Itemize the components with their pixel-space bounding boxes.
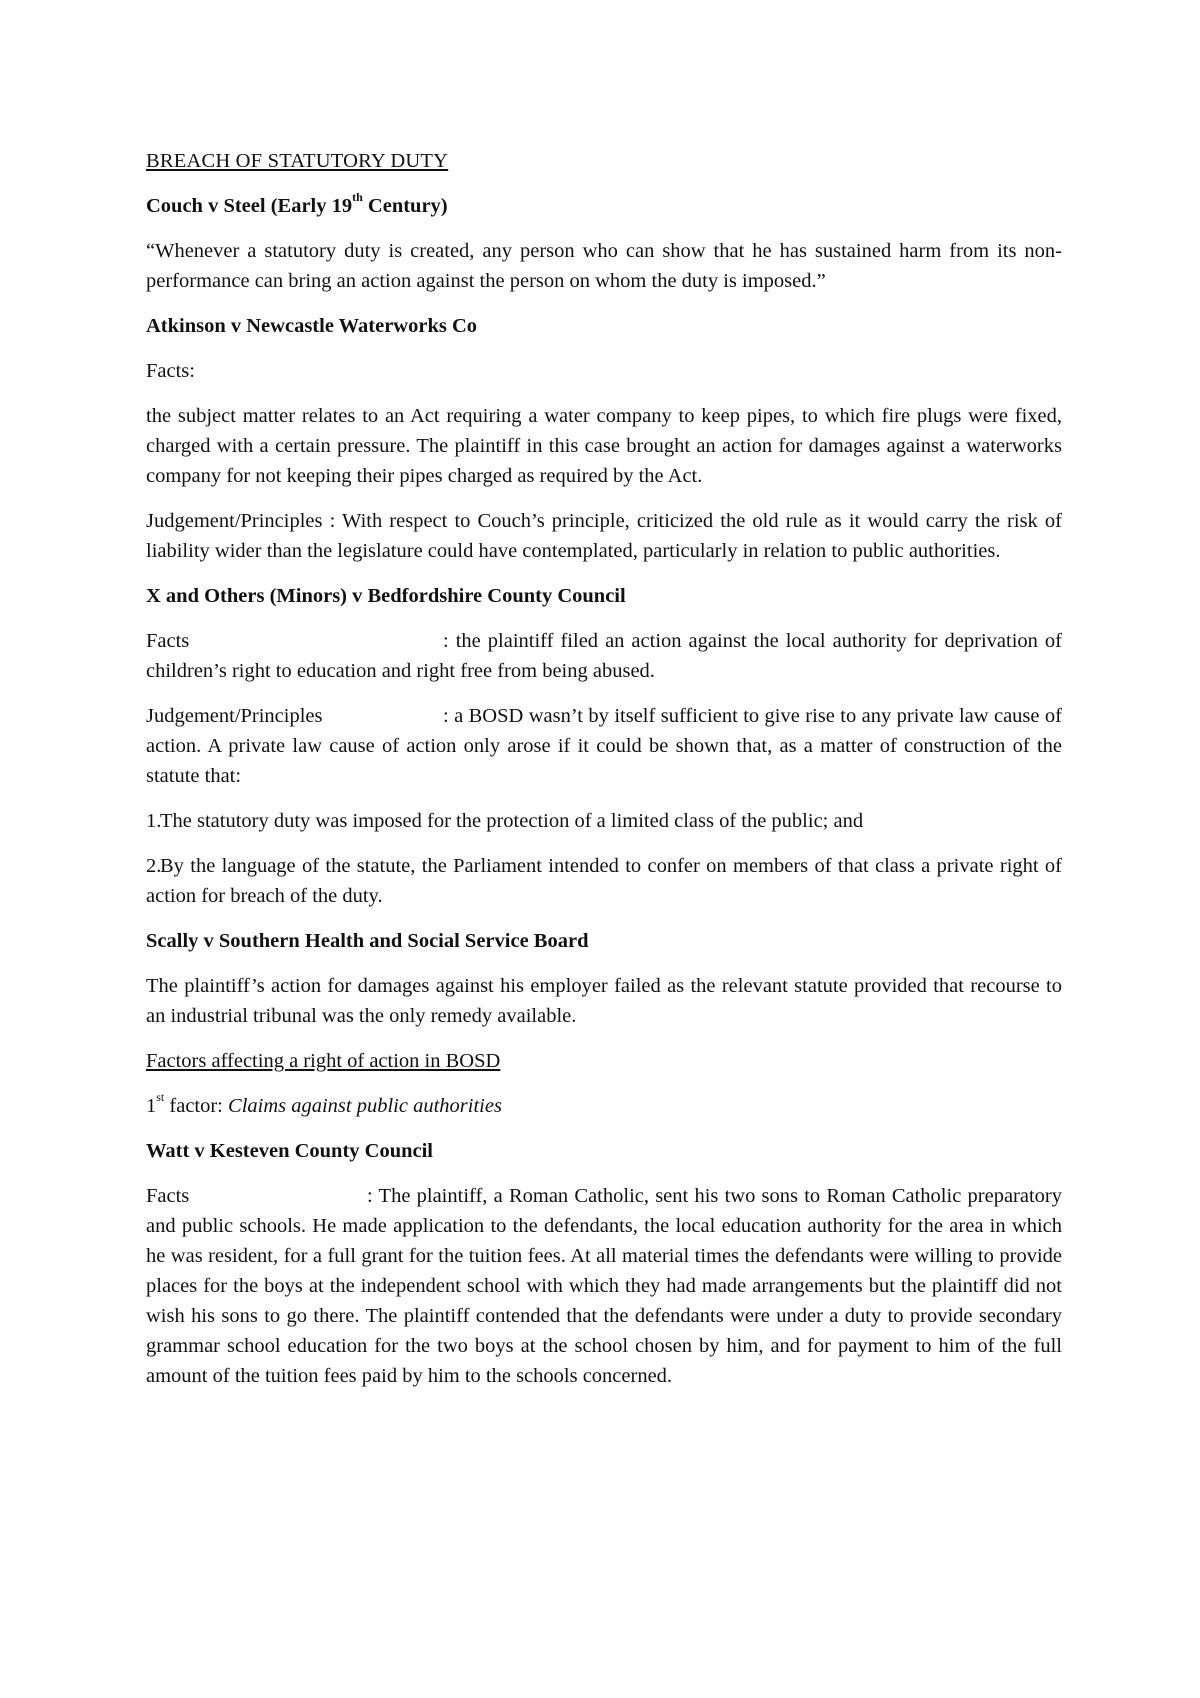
case-heading-watt: Watt v Kesteven County Council bbox=[146, 1140, 433, 1162]
list-item bbox=[146, 806, 1062, 836]
judgement-label: Judgement/Principles bbox=[146, 705, 323, 727]
list-text: The statutory duty was imposed for the protection of a limited class of the public; and bbox=[160, 810, 864, 832]
case-heading-scally: Scally v Southern Health and Social Service Board bbox=[146, 930, 589, 952]
x-others-facts bbox=[146, 626, 1062, 686]
list-number: 1. bbox=[146, 810, 162, 832]
facts-label: Facts bbox=[146, 630, 190, 652]
couch-quote: “Whenever a statutory duty is created, any person who can show that he has sustained harm from its non-performance can bring an action against the person on whom the duty is imposed.” bbox=[146, 240, 1062, 292]
superscript: th bbox=[352, 190, 363, 205]
heading-text: Couch v Steel (Early 19 bbox=[146, 195, 353, 217]
scally-text: The plaintiff’s action for damages against his employer failed as the relevant statute provided that recourse to an industrial tribunal was the only remedy available. bbox=[146, 975, 1062, 1027]
superscript: st bbox=[156, 1090, 165, 1105]
factors-heading: Factors affecting a right of action in BOSD bbox=[146, 1050, 501, 1072]
heading-text: Century) bbox=[362, 195, 448, 217]
list-number: 2. bbox=[146, 855, 162, 877]
atkinson-judgement: Judgement/Principles : With respect to Couch’s principle, criticized the old rule as it would carry the risk of liability wider than the legislature could have contemplated, particularly in relation to public authorities. bbox=[146, 510, 1062, 562]
judgement-text: : a BOSD wasn’t by itself sufficient to give rise to any private law cause of action. A private law cause of action only arose if it could be shown that, as a matter of construction of the statute that: bbox=[146, 705, 1062, 787]
factor-number: 1 bbox=[146, 1095, 157, 1117]
facts-text: : The plaintiff, a Roman Catholic, sent his two sons to Roman Catholic preparatory and public schools. He made application to the defendants, the local education authority for the area in which he was resident, for a full grant for the tuition fees. At all material times the defendants were willing to provide places for the boys at the independent school with which they had made arrangements but the plaintiff did not wish his sons to go there. The plaintiff contended that the defendants were under a duty to provide secondary grammar school education for the two boys at the school chosen by him, and for payment to him of the full amount of the tuition fees paid by him to the schools concerned. bbox=[146, 1185, 1062, 1387]
factor-label: factor: bbox=[164, 1095, 229, 1117]
case-heading-atkinson: Atkinson v Newcastle Waterworks Co bbox=[146, 315, 478, 337]
list-text: By the language of the statute, the Parliament intended to confer on members of that class a private right of action for breach of the duty. bbox=[146, 855, 1062, 907]
factor-title: Claims against public authorities bbox=[228, 1095, 502, 1117]
atkinson-facts-label: Facts: bbox=[146, 360, 195, 382]
first-factor bbox=[146, 1091, 1062, 1121]
facts-label: Facts bbox=[146, 1185, 190, 1207]
case-heading-couch bbox=[146, 191, 1062, 221]
list-item bbox=[146, 851, 1062, 911]
watt-facts bbox=[146, 1181, 1062, 1391]
document-title: BREACH OF STATUTORY DUTY bbox=[146, 150, 449, 172]
facts-text: : the plaintiff filed an action against the local authority for deprivation of children’s right to education and right free from being abused. bbox=[146, 630, 1062, 682]
atkinson-facts-text: the subject matter relates to an Act requiring a water company to keep pipes, to which fire plugs were fixed, charged with a certain pressure. The plaintiff in this case brought an action for damages against a waterworks company for not keeping their pipes charged as required by the Act. bbox=[146, 405, 1062, 487]
document-body bbox=[146, 146, 1062, 1406]
case-heading-x-others: X and Others (Minors) v Bedfordshire County Council bbox=[146, 585, 626, 607]
x-others-judgement bbox=[146, 701, 1062, 791]
